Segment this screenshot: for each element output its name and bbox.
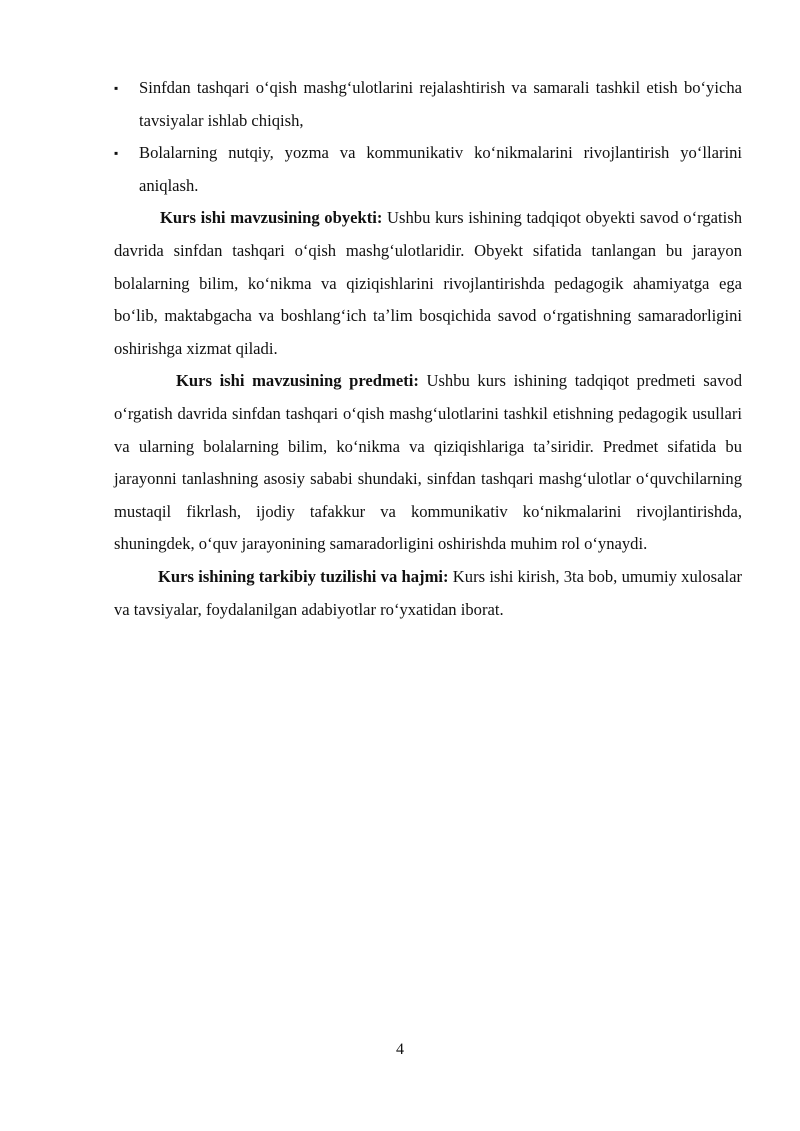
subject-heading: Kurs ishi mavzusining predmeti: <box>176 371 419 391</box>
list-item-text: Bolalarning nutqiy, yozma va kommunikativ koʻnikmalarini rivojlantirish yoʻllarini aniqlash. <box>139 143 742 195</box>
bullet-icon: ▪ <box>114 81 119 95</box>
objectives-list <box>114 72 742 202</box>
object-text: Ushbu kurs ishining tadqiqot obyekti savod oʻrgatish davrida sinfdan tashqari oʻqish mashgʻulotlaridir. Obyekt sifatida tanlangan bu jarayon bolalarning bilim, koʻnikma va qiziqishlarini rivojlantirishda pedagogik ahamiyatga ega boʻlib, maktabgacha va boshlangʻich taʼlim bosqichida savod oʻrgatishning samaradorligini oshirishga xizmat qiladi. <box>114 208 742 358</box>
list-item <box>114 72 742 137</box>
object-paragraph <box>114 202 742 365</box>
list-item-text: Sinfdan tashqari oʻqish mashgʻulotlarini rejalashtirish va samarali tashkil etish boʻyicha tavsiyalar ishlab chiqish, <box>139 78 742 130</box>
page-number: 4 <box>396 1041 404 1058</box>
list-item <box>114 137 742 202</box>
page-body <box>114 72 742 626</box>
subject-paragraph <box>114 365 742 561</box>
structure-text: Kurs ishi kirish, 3ta bob, umumiy xulosalar va tavsiyalar, foydalanilgan adabiyotlar roʻyxatidan iborat. <box>114 566 742 619</box>
structure-heading: Kurs ishining tarkibiy tuzilishi va hajmi: <box>158 566 449 586</box>
bullet-icon: ▪ <box>114 146 119 161</box>
subject-text: Ushbu kurs ishining tadqiqot predmeti savod oʻrgatish davrida sinfdan tashqari oʻqish mashgʻulotlarini tashkil etishning pedagogik usullari va ularning bolalarning bilim, koʻnikma va qiziqishlariga taʼsiridir. Predmet sifatida bu jarayonni tanlashning asosiy sababi shundaki, sinfdan tashqari mashgʻulotlar oʻquvchilarning mustaqil fikrlash, ijodiy tafakkur va kommunikativ koʻnikmalarini rivojlantirishda, shuningdek, oʻquv jarayonining samaradorligini oshirishda muhim rol oʻynaydi. <box>114 371 742 554</box>
structure-paragraph <box>114 561 742 626</box>
object-heading: Kurs ishi mavzusining obyekti: <box>160 208 383 228</box>
